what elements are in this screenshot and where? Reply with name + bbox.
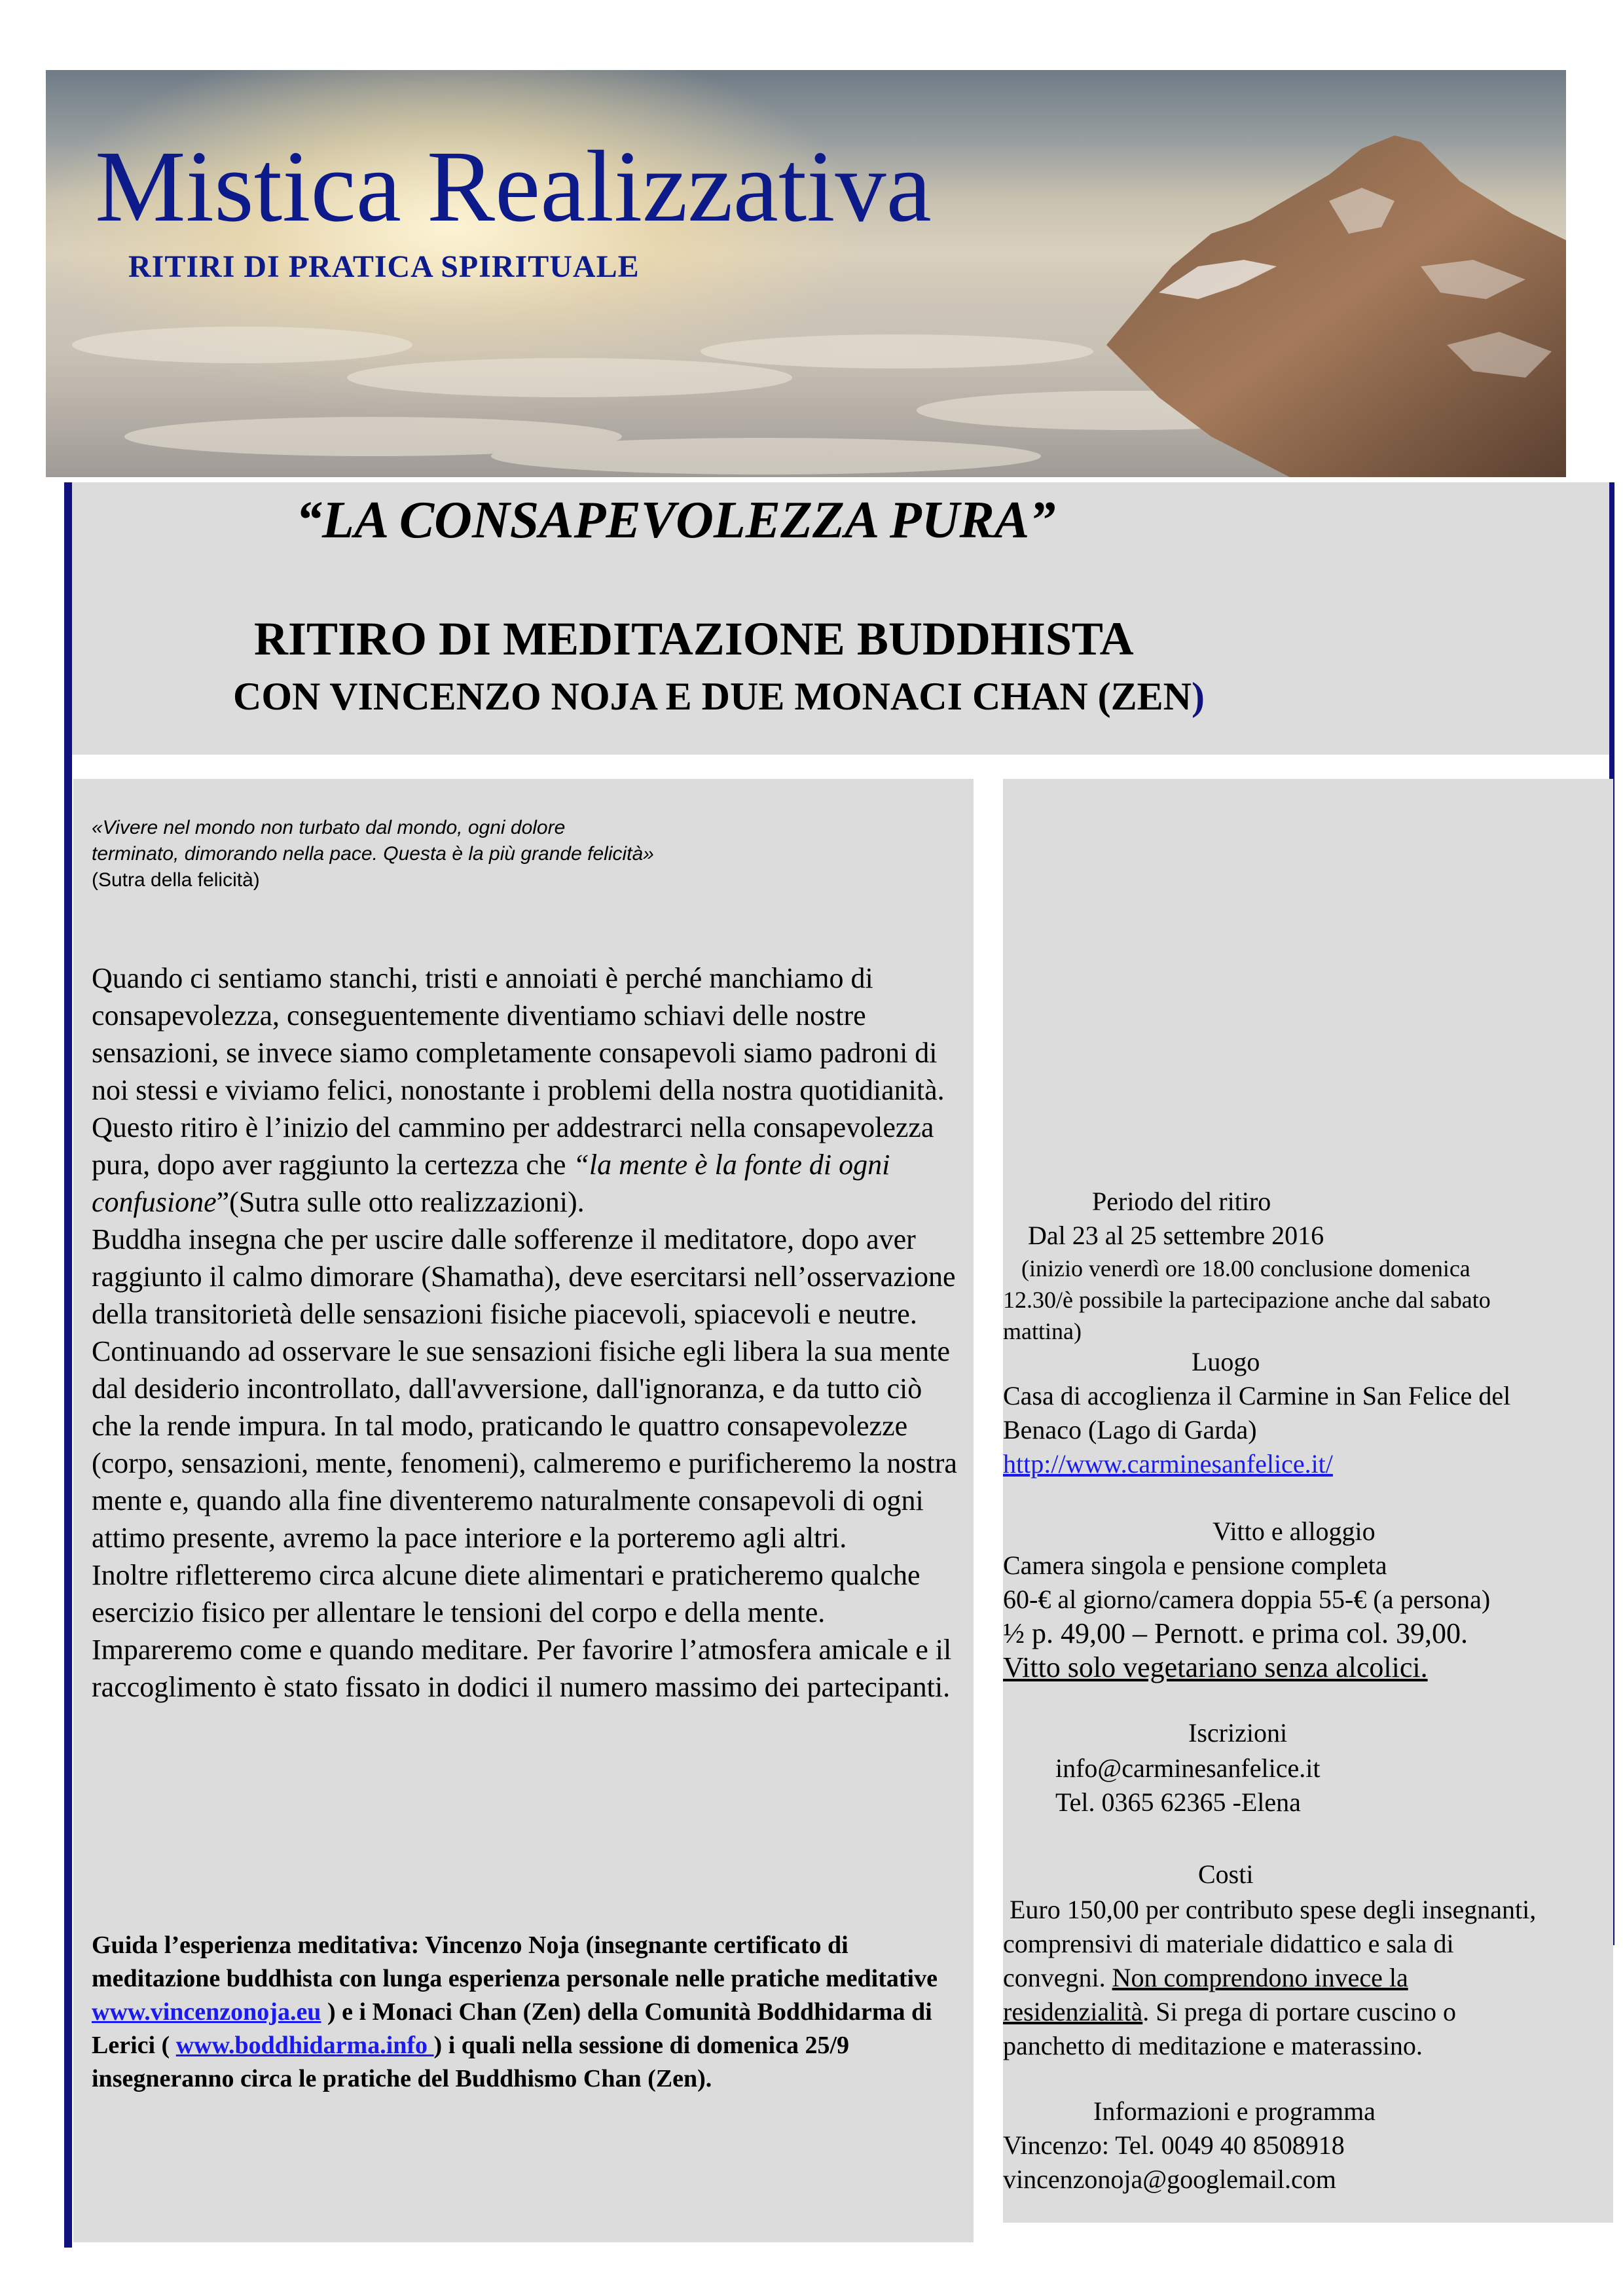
paragraph: Buddha insegna che per uscire dalle sofferenze il meditatore, dopo aver raggiunto il calmo dimorare (Shamatha), deve esercitarsi nell’osservazione della transitorietà delle sensazioni fisiche piacevoli, spiacevoli e neutre. Continuando ad osservare le sue sensazioni fisiche egli libera la sua mente dal desiderio incontrollato, dall'avversione, dall'ignoranza, e da tutto ciò che la rende impura. In tal modo, praticando le quattro consapevolezze (corpo, sensazioni, mente, fenomeni), calmeremo e purificheremo la nostra mente e, quando alla fine diventeremo naturalmente consapevoli di ogni attimo presente, avremo la pace interiore e la porteremo agli altri.: [92, 1223, 957, 1554]
paragraph-quote: “la mente è la fonte di ogni confusione: [92, 1149, 890, 1218]
paragraph: [92, 1109, 969, 1221]
periodo-dates: Dal 23 al 25 settembre 2016: [1028, 1221, 1324, 1250]
costi-text-part: residenzialità: [1003, 1997, 1143, 2026]
info-heading: Informazioni e programma: [1093, 2096, 1376, 2126]
periodo-note-line: mattina): [1003, 1318, 1082, 1344]
epigraph-source: (Sutra della felicità): [92, 869, 260, 891]
retreat-subtitle: RITIRO DI MEDITAZIONE BUDDHISTA: [254, 613, 1134, 665]
left-border-rule: [64, 482, 72, 2248]
info-text: [1003, 2128, 1618, 2197]
description-text: [92, 960, 969, 1706]
costi-line: Euro 150,00 per contributo spese degli insegnanti,: [1003, 1895, 1537, 1924]
retreat-teachers: [233, 674, 1205, 719]
periodo-note-line: (inizio venerdì ore 18.00 conclusione domenica: [1021, 1255, 1470, 1282]
paragraph-text: Questo ritiro è l’inizio del cammino per addestrarci nella consapevolezza pura, dopo aver raggiunto la certezza che: [92, 1111, 934, 1181]
vitto-line: Camera singola e pensione completa: [1003, 1551, 1387, 1580]
costi-line: panchetto di meditazione e materassino.: [1003, 2031, 1423, 2060]
costi-text-part: Non comprendono invece la: [1112, 1963, 1408, 1992]
paragraph: Quando ci sentiamo stanchi, tristi e annoiati è perché manchiamo di consapevolezza, conseguentemente diventiamo schiavi delle nostre sensazioni, se invece siamo completamente consapevoli siamo padroni di noi stessi e viviamo felici, nonostante i problemi della nostra quotidianità.: [92, 962, 945, 1106]
retreat-teachers-paren: ): [1192, 675, 1205, 718]
vitto-line: ½ p. 49,00 – Pernott. e prima col. 39,00.: [1003, 1617, 1468, 1649]
paragraph: Inoltre rifletteremo circa alcune diete alimentari e praticheremo qualche esercizio fisico per allentare le tensioni del corpo e della mente. Impareremo come e quando meditare. Per favorire l’atmosfera amicale e il raccoglimento è stato fissato in dodici il numero massimo dei partecipanti.: [92, 1559, 952, 1703]
costi-text: [1003, 1893, 1618, 2063]
carmine-link[interactable]: http://www.carminesanfelice.it/: [1003, 1449, 1333, 1479]
vitto-line: 60-€ al giorno/camera doppia 55-€ (a persona): [1003, 1585, 1491, 1614]
costi-text-part: convegni.: [1003, 1963, 1112, 1992]
info-tel: Vincenzo: Tel. 0049 40 8508918: [1003, 2130, 1345, 2160]
periodo-heading: Periodo del ritiro: [1092, 1187, 1271, 1216]
guide-text: ) i quali nella sessione di domenica 25/9 insegneranno circa le pratiche del Buddhismo Chan (Zen).: [92, 2032, 850, 2092]
periodo-note: [1003, 1253, 1623, 1347]
iscrizioni-tel: Tel. 0365 62365 -Elena: [1055, 1787, 1301, 1817]
luogo-line: Casa di accoglienza il Carmine in San Felice del: [1003, 1381, 1511, 1410]
guide-text: Guida l’esperienza meditativa: Vincenzo Noja (insegnante certificato di meditazione buddhista con lunga esperienza personale nelle pratiche meditative: [92, 1931, 938, 1992]
retreat-title: “LA CONSAPEVOLEZZA PURA”: [296, 492, 1056, 549]
guide-text: ) e i Monaci Chan (Zen) della Comunità Boddhidarma di Lerici (: [92, 1998, 932, 2059]
epigraph-line: «Vivere nel mondo non turbato dal mondo, ogni dolore: [92, 817, 566, 838]
iscrizioni-text: [1055, 1751, 1623, 1820]
costi-line: comprensivi di materiale didattico e sala di: [1003, 1929, 1454, 1958]
vitto-heading: Vitto e alloggio: [1213, 1516, 1376, 1546]
luogo-line: Benaco (Lago di Garda): [1003, 1415, 1257, 1444]
banner-subtitle: RITIRI DI PRATICA SPIRITUALE: [128, 249, 640, 284]
vitto-line: Vitto solo vegetariano senza alcolici.: [1003, 1651, 1428, 1683]
costi-heading: Costi: [1198, 1859, 1254, 1889]
banner-title: Mistica Realizzativa: [95, 130, 932, 243]
vincenzonoja-link[interactable]: www.vincenzonoja.eu: [92, 1998, 321, 2026]
retreat-teachers-text: CON VINCENZO NOJA E DUE MONACI CHAN (ZEN: [233, 675, 1192, 718]
iscrizioni-heading: Iscrizioni: [1188, 1718, 1288, 1748]
costi-line: [1003, 1995, 1618, 2029]
boddhidarma-link[interactable]: www.boddhidarma.info: [175, 2032, 434, 2059]
epigraph-line: terminato, dimorando nella pace. Questa è la più grande felicità»: [92, 843, 654, 865]
costi-line: [1003, 1961, 1618, 1995]
paragraph-text: ”(Sutra sulle otto realizzazioni).: [216, 1186, 585, 1218]
costi-text-part: . Si prega di portare cuscino o: [1142, 1997, 1456, 2026]
epigraph: [92, 815, 654, 893]
info-email: vincenzonoja@googlemail.com: [1003, 2164, 1336, 2194]
header-banner: [46, 70, 1566, 477]
guide-paragraph: [92, 1929, 972, 2096]
vitto-text: [1003, 1549, 1618, 1685]
iscrizioni-email: info@carminesanfelice.it: [1055, 1753, 1321, 1783]
luogo-text: [1003, 1379, 1618, 1481]
periodo-note-line: 12.30/è possibile la partecipazione anche dal sabato: [1003, 1287, 1491, 1313]
luogo-heading: Luogo: [1192, 1347, 1260, 1376]
